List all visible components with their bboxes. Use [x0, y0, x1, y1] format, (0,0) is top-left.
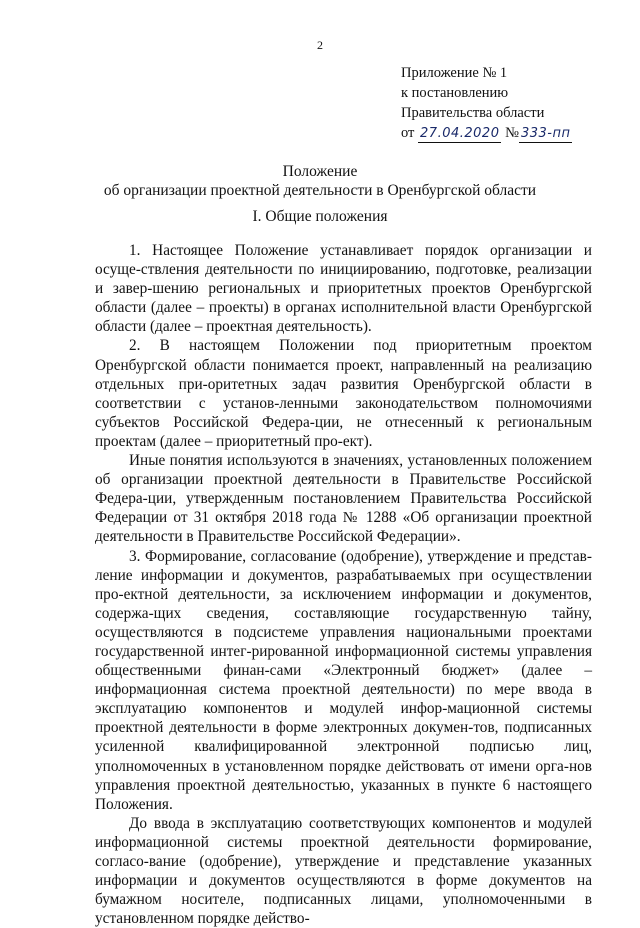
paragraph: До ввода в эксплуатацию соответствующих компонентов и модулей информационной системы проектной деятельности формирование, согласо-вание (одобрение), утверждение и представление указанных информации и документов осуществляются в форме документов на бумажном носителе, подписанных лицами, уполномоченными в установленном порядке действо- — [95, 814, 592, 928]
appendix-number-sign: № — [505, 125, 519, 141]
title-line-2: об организации проектной деятельности в Оренбургской области — [103, 182, 537, 199]
page-number: 2 — [317, 38, 323, 52]
appendix-line-1: Приложение № 1 — [401, 65, 508, 81]
handwritten-number: 333-пп — [520, 126, 571, 141]
paragraph: 2. В настоящем Положении под приоритетным проектом Оренбургской области понимается проект, направленный на реализацию отдельных при-оритетных задач развития Оренбургской области в соответствии с установ-ленными законодательством полномочиями субъектов Российской Федера-ции, не отнесенный к региональным проектам (далее – приоритетный про-ект). — [95, 337, 592, 450]
section-heading: I. Общие положения — [252, 208, 388, 225]
paragraph: 1. Настоящее Положение устанавливает порядок организации и осуще-ствления деятельности по инициированию, подготовке, реализации и завер-шению региональных и приоритетных проектов Оренбургской области (далее – проекты) в органах исполнительной власти Оренбургской области (далее – проектная деятельность). — [95, 242, 592, 336]
appendix-block — [401, 63, 572, 143]
handwritten-date: 27.04.2020 — [420, 126, 500, 141]
date-underline — [418, 125, 501, 143]
appendix-date-line — [401, 123, 572, 143]
number-underline — [519, 125, 573, 143]
title-line-1: Положение — [282, 163, 358, 180]
appendix-line-3: Правительства области — [401, 105, 545, 121]
document-body — [95, 241, 592, 928]
document-title — [0, 162, 640, 200]
appendix-from: от — [401, 125, 415, 141]
appendix-line-2: к постановлению — [401, 85, 509, 101]
paragraph: Иные понятия используются в значениях, установленных положением об организации проектной деятельности в Правительстве Российской Федера-ции, утвержденным постановлением Правительства Российской Федерации от 31 октября 2018 года № 1288 «Об организации проектной деятельности в Правительстве Российской Федерации». — [95, 452, 592, 546]
paragraph: 3. Формирование, согласование (одобрение), утверждение и представ-ление информации и документов, разрабатываемых при осуществлении про-ектной деятельности, за исключением информации и документов, содержа-щих сведения, составляющие государственную тайну, осуществляются в подсистеме управления национальными проектами государственной интег-рированной информационной системы управления общественными финан-сами «Электронный бюджет» (далее – информационная система проектной деятельности) по мере ввода в эксплуатацию компонентов и модулей инфор-мационной системы проектной деятельности в форме электронных докумен-тов, подписанных усиленной квалифицированной электронной подписью лиц, уполномоченных в установленном порядке действовать от имени орга-нов управления проектной деятельностью, указанных в пункте 6 настоящего Положения. — [95, 547, 592, 813]
